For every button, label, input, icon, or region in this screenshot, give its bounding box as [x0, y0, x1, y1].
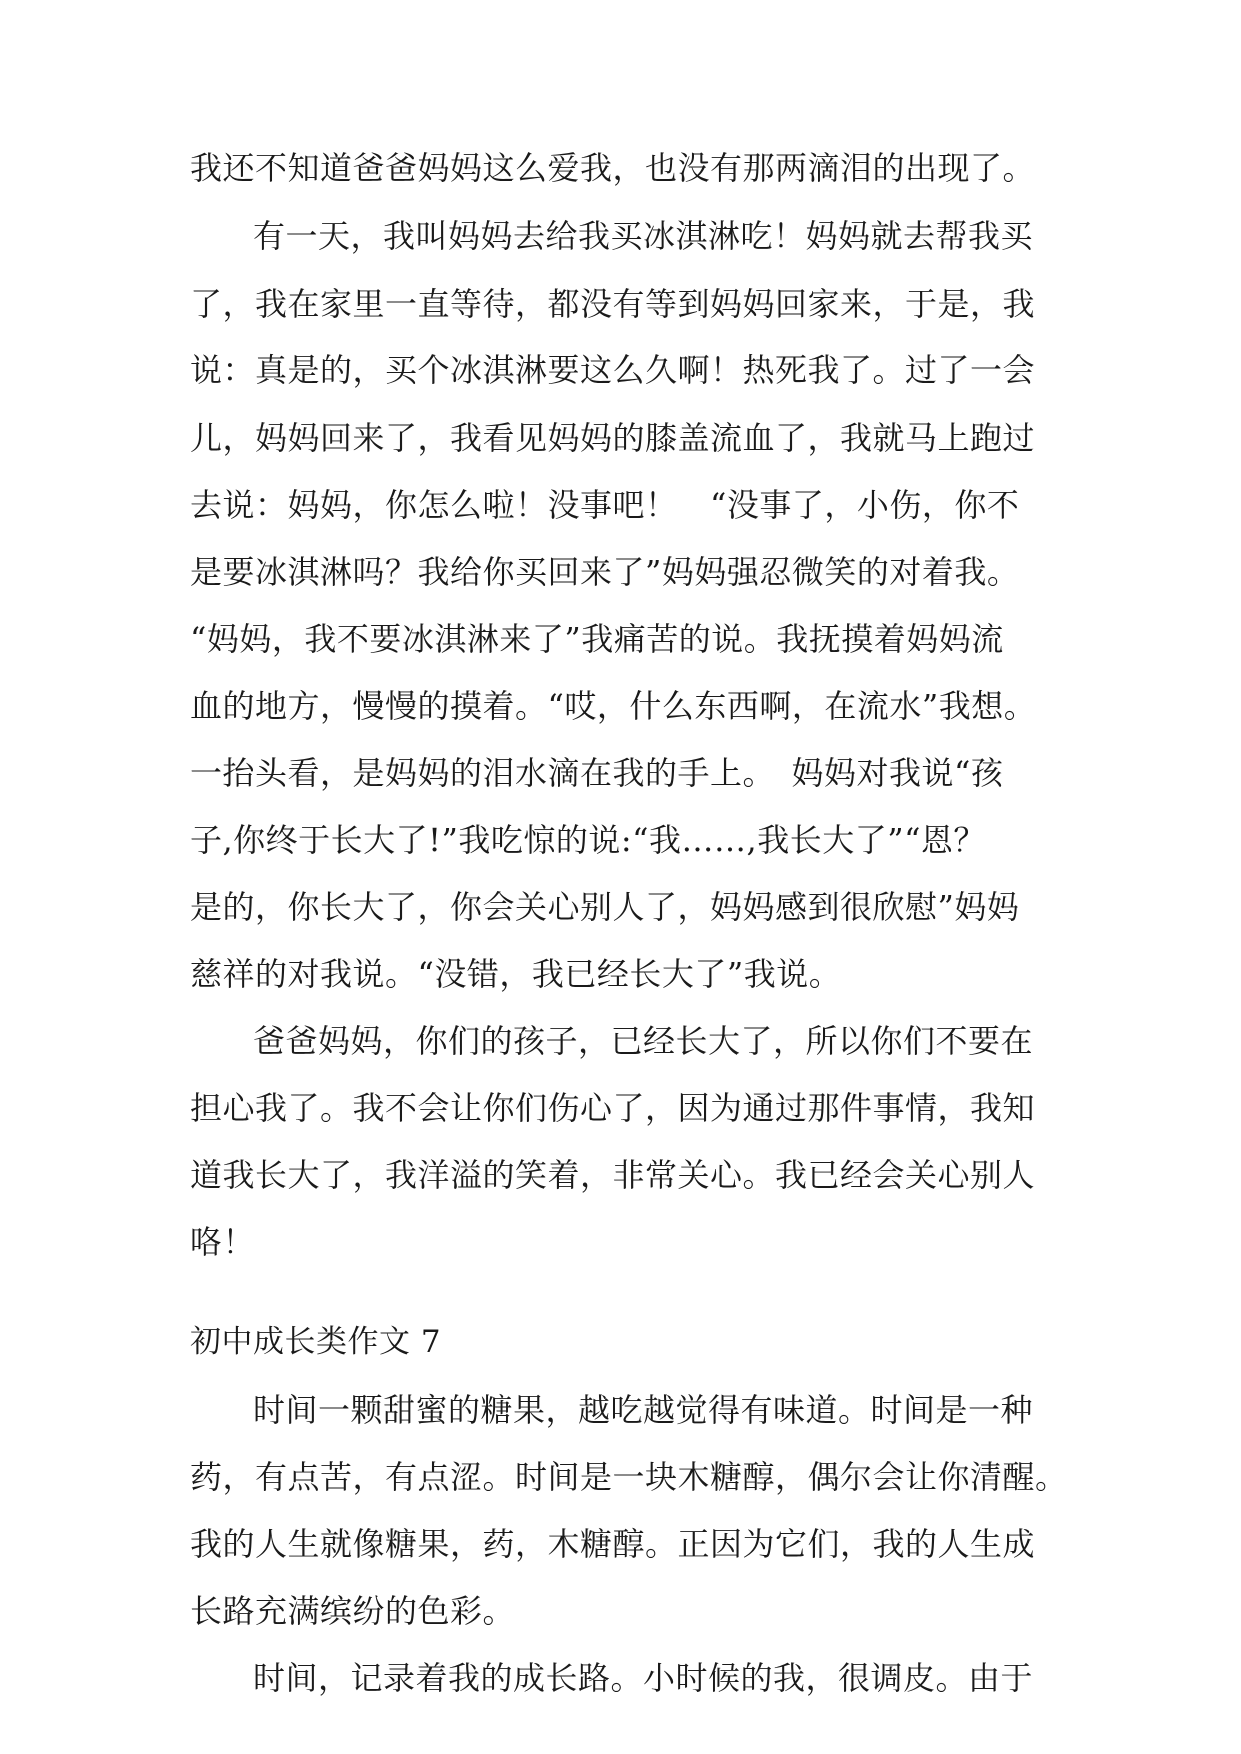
text-line: “妈妈，我不要冰淇淋来了”我痛苦的说。我抚摸着妈妈流 — [190, 620, 1004, 658]
text-line: 儿，妈妈回来了，我看见妈妈的膝盖流血了，我就马上跑过 — [190, 419, 1036, 457]
text-line: 我的人生就像糖果，药，木糖醇。正因为它们，我的人生成 — [190, 1525, 1036, 1563]
text-line: 药，有点苦，有点涩。时间是一块木糖醇，偶尔会让你清醒。 — [190, 1458, 1068, 1496]
section-heading: 初中成长类作文 7 — [190, 1324, 442, 1360]
text-line: 了，我在家里一直等待，都没有等到妈妈回家来，于是，我 — [190, 285, 1036, 323]
text-line: 是要冰淇淋吗？我给你买回来了”妈妈强忍微笑的对着我。 — [190, 553, 1020, 591]
text-line: 子,你终于长大了!”我吃惊的说:“我……,我长大了”“恩？ — [190, 821, 986, 859]
paragraph-first-line: 爸爸妈妈，你们的孩子，已经长大了，所以你们不要在 — [253, 1022, 1034, 1060]
paragraph-first-line: 时间，记录着我的成长路。小时候的我，很调皮。由于 — [253, 1659, 1034, 1697]
paragraph-first-line: 有一天，我叫妈妈去给我买冰淇淋吃！妈妈就去帮我买 — [253, 217, 1034, 255]
text-line: 咯！ — [190, 1223, 256, 1261]
text-line: 慈祥的对我说。“没错，我已经长大了”我说。 — [190, 955, 842, 993]
text-line: 一抬头看，是妈妈的泪水滴在我的手上。 妈妈对我说“孩 — [190, 754, 1004, 792]
text-line: 是的，你长大了，你会关心别人了，妈妈感到很欣慰”妈妈 — [190, 888, 1020, 926]
text-line: 去说：妈妈，你怎么啦！没事吧！ “没事了，小伤，你不 — [190, 486, 1020, 524]
text-line: 血的地方，慢慢的摸着。“哎，什么东西啊，在流水”我想。 — [190, 687, 1037, 725]
text-line: 担心我了。我不会让你们伤心了，因为通过那件事情，我知 — [190, 1089, 1036, 1127]
text-line: 说：真是的，买个冰淇淋要这么久啊！热死我了。过了一会 — [190, 351, 1036, 389]
text-line: 我还不知道爸爸妈妈这么爱我，也没有那两滴泪的出现了。 — [190, 149, 1036, 187]
paragraph-first-line: 时间一颗甜蜜的糖果，越吃越觉得有味道。时间是一种 — [253, 1391, 1034, 1429]
text-line: 长路充满缤纷的色彩。 — [190, 1592, 516, 1630]
text-line: 道我长大了，我洋溢的笑着，非常关心。我已经会关心别人 — [190, 1156, 1036, 1194]
